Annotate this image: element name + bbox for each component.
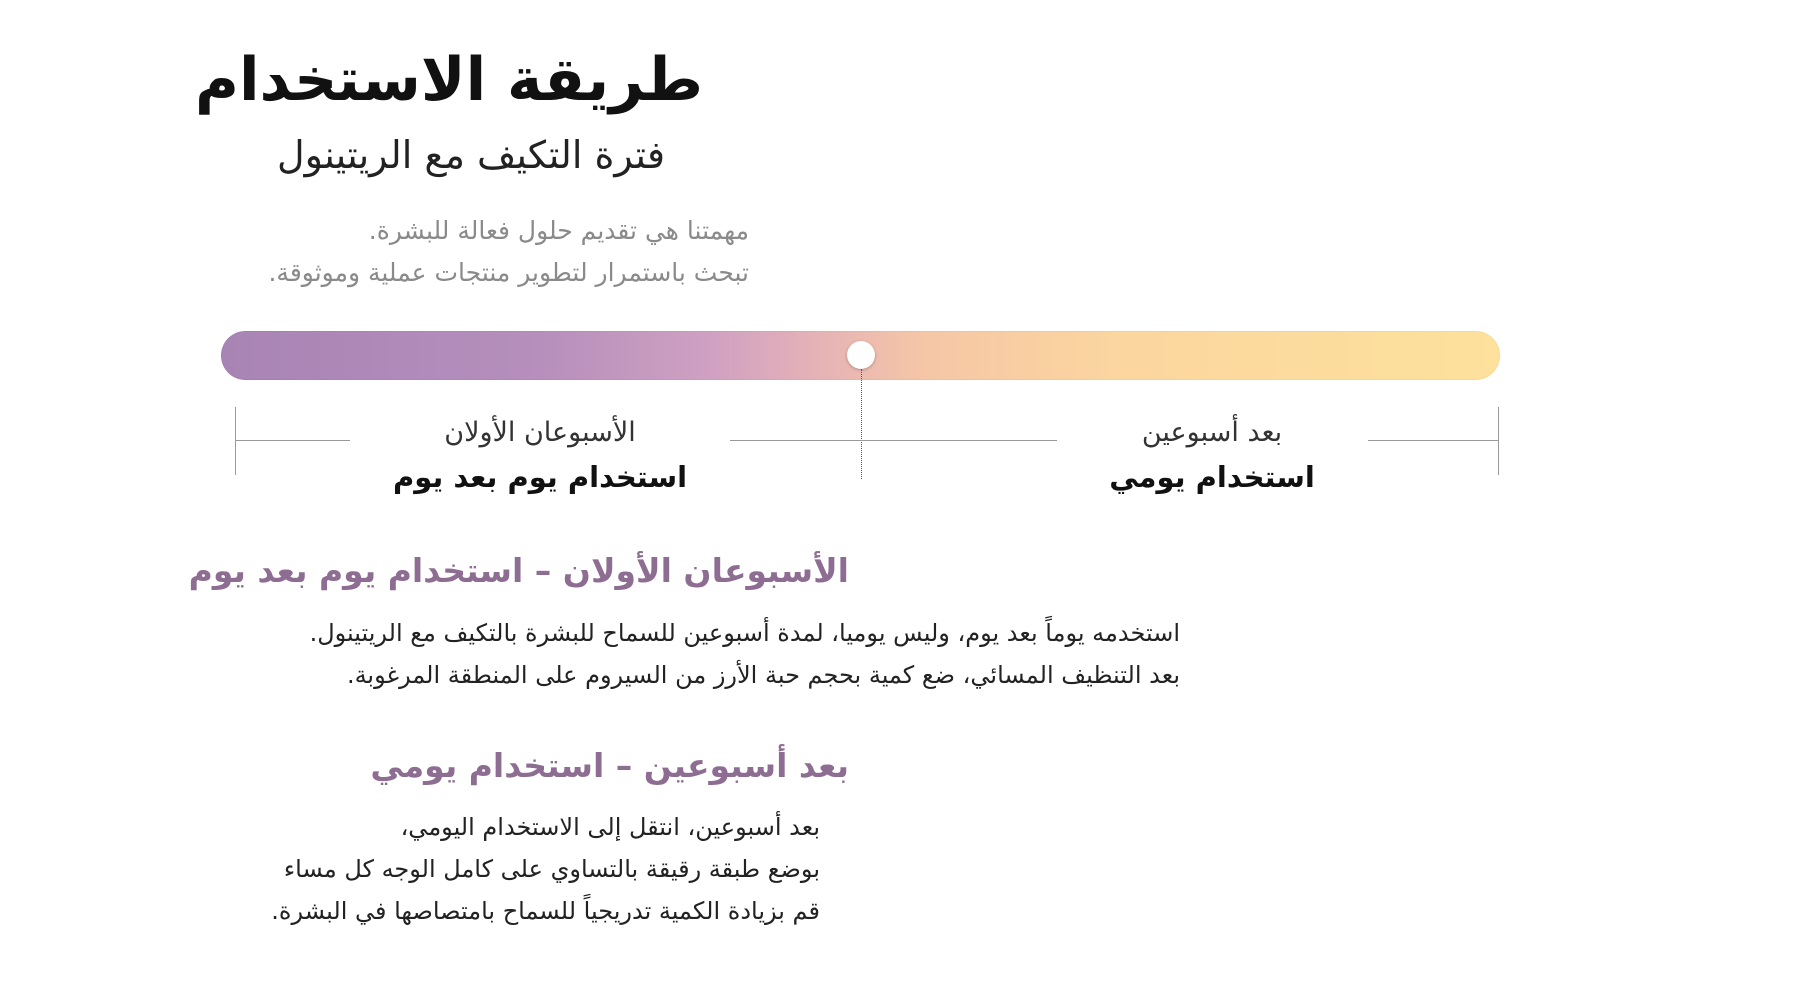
stage-usage: استخدام يومي — [1109, 460, 1315, 494]
section-line: بوضع طبقة رقيقة بالتساوي على كامل الوجه كل مساء — [283, 855, 820, 883]
page-subtitle: فترة التكيف مع الريتينول — [276, 133, 665, 177]
section-line: استخدمه يوماً بعد يوم، وليس يوميا، لمدة أسبوعين للسماح للبشرة بالتكيف مع الريتينول. — [309, 619, 1180, 647]
intro-line: تبحث باستمرار لتطوير منتجات عملية وموثوقة. — [268, 258, 749, 287]
page-title: طريقة الاستخدام — [194, 45, 703, 115]
timeline-tick-left — [235, 407, 236, 475]
section-body-after-two-weeks — [120, 806, 820, 932]
section-body-first-weeks — [180, 612, 1180, 696]
intro-line: مهمتنا هي تقديم حلول فعالة للبشرة. — [368, 216, 749, 245]
section-line: بعد أسبوعين، انتقل إلى الاستخدام اليومي، — [400, 813, 820, 841]
timeline-marker-line — [861, 369, 862, 479]
section-line: بعد التنظيف المسائي، ضع كمية بحجم حبة الأرز من السيروم على المنطقة المرغوبة. — [346, 661, 1180, 689]
stage-label-first-weeks — [360, 413, 720, 501]
stage-period: بعد أسبوعين — [1141, 417, 1283, 448]
section-line: قم بزيادة الكمية تدريجياً للسماح بامتصاصها في البشرة. — [271, 897, 820, 925]
timeline-bracket-line — [235, 440, 350, 441]
stage-usage: استخدام يوم بعد يوم — [392, 460, 688, 494]
timeline-bracket-line — [730, 440, 865, 441]
timeline-bracket-line — [865, 440, 1057, 441]
section-heading-first-weeks: الأسبوعان الأولان – استخدام يوم بعد يوم — [188, 551, 849, 590]
timeline-handle[interactable] — [847, 341, 875, 369]
timeline-bracket-line — [1368, 440, 1499, 441]
stage-label-after-two-weeks — [1062, 413, 1362, 501]
timeline-tick-right — [1498, 407, 1499, 475]
section-heading-after-two-weeks: بعد أسبوعين – استخدام يومي — [370, 746, 849, 785]
stage-period: الأسبوعان الأولان — [444, 417, 636, 448]
intro-text — [129, 210, 749, 294]
